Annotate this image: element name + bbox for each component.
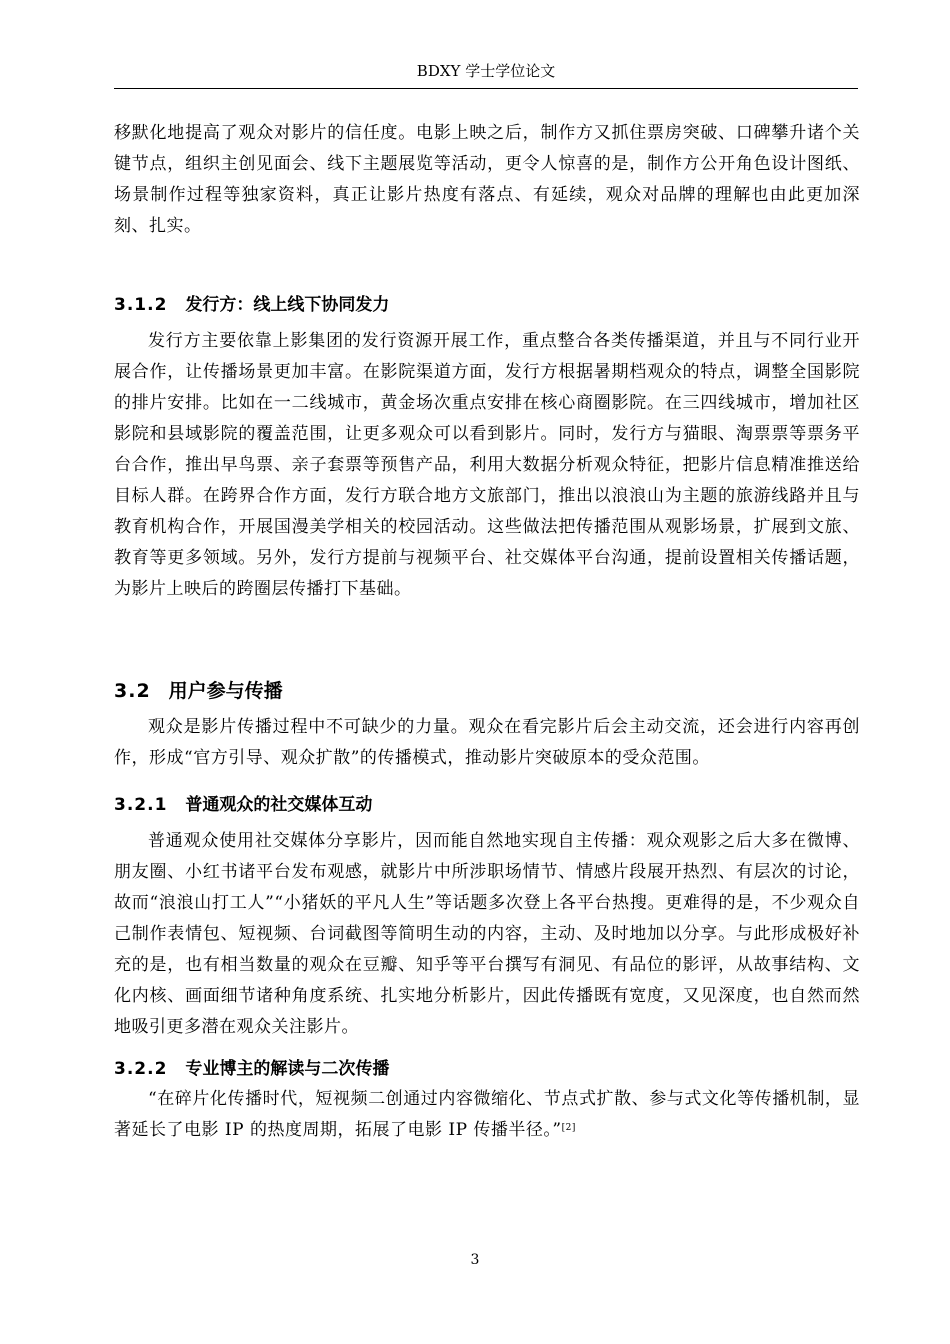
page-header [114, 60, 858, 89]
section-3-1-2-paragraph: 发行方主要依靠上影集团的发行资源开展工作，重点整合各类传播渠道，并且与不同行业开展合作，让传播场景更加丰富。在影院渠道方面，发行方根据暑期档观众的特点，调整全国影院的排片安排。比如在一二线城市，黄金场次重点安排在核心商圈影院。在三四线城市，增加社区影院和县域影院的覆盖范围，让更多观众可以看到影片。同时，发行方与猫眼、淘票票等票务平台合作，推出早鸟票、亲子套票等预售产品，利用大数据分析观众特征，把影片信息精准推送给目标人群。在跨界合作方面，发行方联合地方文旅部门，推出以浪浪山为主题的旅游线路并且与教育机构合作，开展国漫美学相关的校园活动。这些做法把传播范围从观影场景，扩展到文旅、教育等更多领域。另外，发行方提前与视频平台、社交媒体平台沟通，提前设置相关传播话题，为影片上映后的跨圈层传播打下基础。 [114, 331, 860, 599]
section-title: 用户参与传播 [168, 680, 283, 702]
section-heading-3-1-2 [114, 290, 860, 326]
section-number: 3.1.2 [114, 295, 168, 315]
section-number: 3.2.2 [114, 1059, 168, 1079]
section-heading-3-2-2 [114, 1054, 860, 1084]
section-title: 发行方：线上线下协同发力 [185, 295, 390, 315]
section-number: 3.2 [114, 680, 151, 702]
header-title: BDXY 学士学位论文 [416, 62, 556, 80]
page-number: 3 [470, 1252, 480, 1268]
section-3-2-1-paragraph: 普通观众使用社交媒体分享影片，因而能自然地实现自主传播：观众观影之后大多在微博、朋友圈、小红书诸平台发布观感，就影片中所涉职场情节、情感片段展开热烈、有层次的讨论，故而“浪浪山打工人”“小猪妖的平凡人生”等话题多次登上各平台热搜。更难得的是，不少观众自己制作表情包、短视频、台词截图等简明生动的内容，主动、及时地加以分享。与此形成极好补充的是，也有相当数量的观众在豆瓣、知乎等平台撰写有洞见、有品位的影评，从故事结构、文化内核、画面细节诸种角度系统、扎实地分析影片，因此传播既有宽度，又见深度，也自然而然地吸引更多潜在观众关注影片。 [114, 831, 860, 1037]
section-title: 普通观众的社交媒体互动 [185, 795, 373, 815]
page-body [114, 118, 860, 1146]
section-title: 专业博主的解读与二次传播 [185, 1059, 390, 1079]
section-3-2-paragraph: 观众是影片传播过程中不可缺少的力量。观众在看完影片后会主动交流，还会进行内容再创作，形成“官方引导、观众扩散”的传播模式，推动影片突破原本的受众范围。 [114, 717, 860, 768]
section-heading-3-2 [114, 676, 860, 712]
intro-paragraph: 移默化地提高了观众对影片的信任度。电影上映之后，制作方又抓住票房突破、口碑攀升诸个关键节点，组织主创见面会、线下主题展览等活动，更令人惊喜的是，制作方公开角色设计图纸、场景制作过程等独家资料，真正让影片热度有落点、有延续，观众对品牌的理解也由此更加深刻、扎实。 [114, 123, 860, 236]
citation-reference[interactable]: [2] [561, 1123, 576, 1133]
section-3-2-2-quote [114, 1084, 860, 1146]
quote-text: “在碎片化传播时代，短视频二创通过内容微缩化、节点式扩散、参与式文化等传播机制，显著延长了电影 IP 的热度周期，拓展了电影 IP 传播半径。” [114, 1089, 860, 1140]
section-heading-3-2-1 [114, 790, 860, 826]
section-number: 3.2.1 [114, 795, 168, 815]
